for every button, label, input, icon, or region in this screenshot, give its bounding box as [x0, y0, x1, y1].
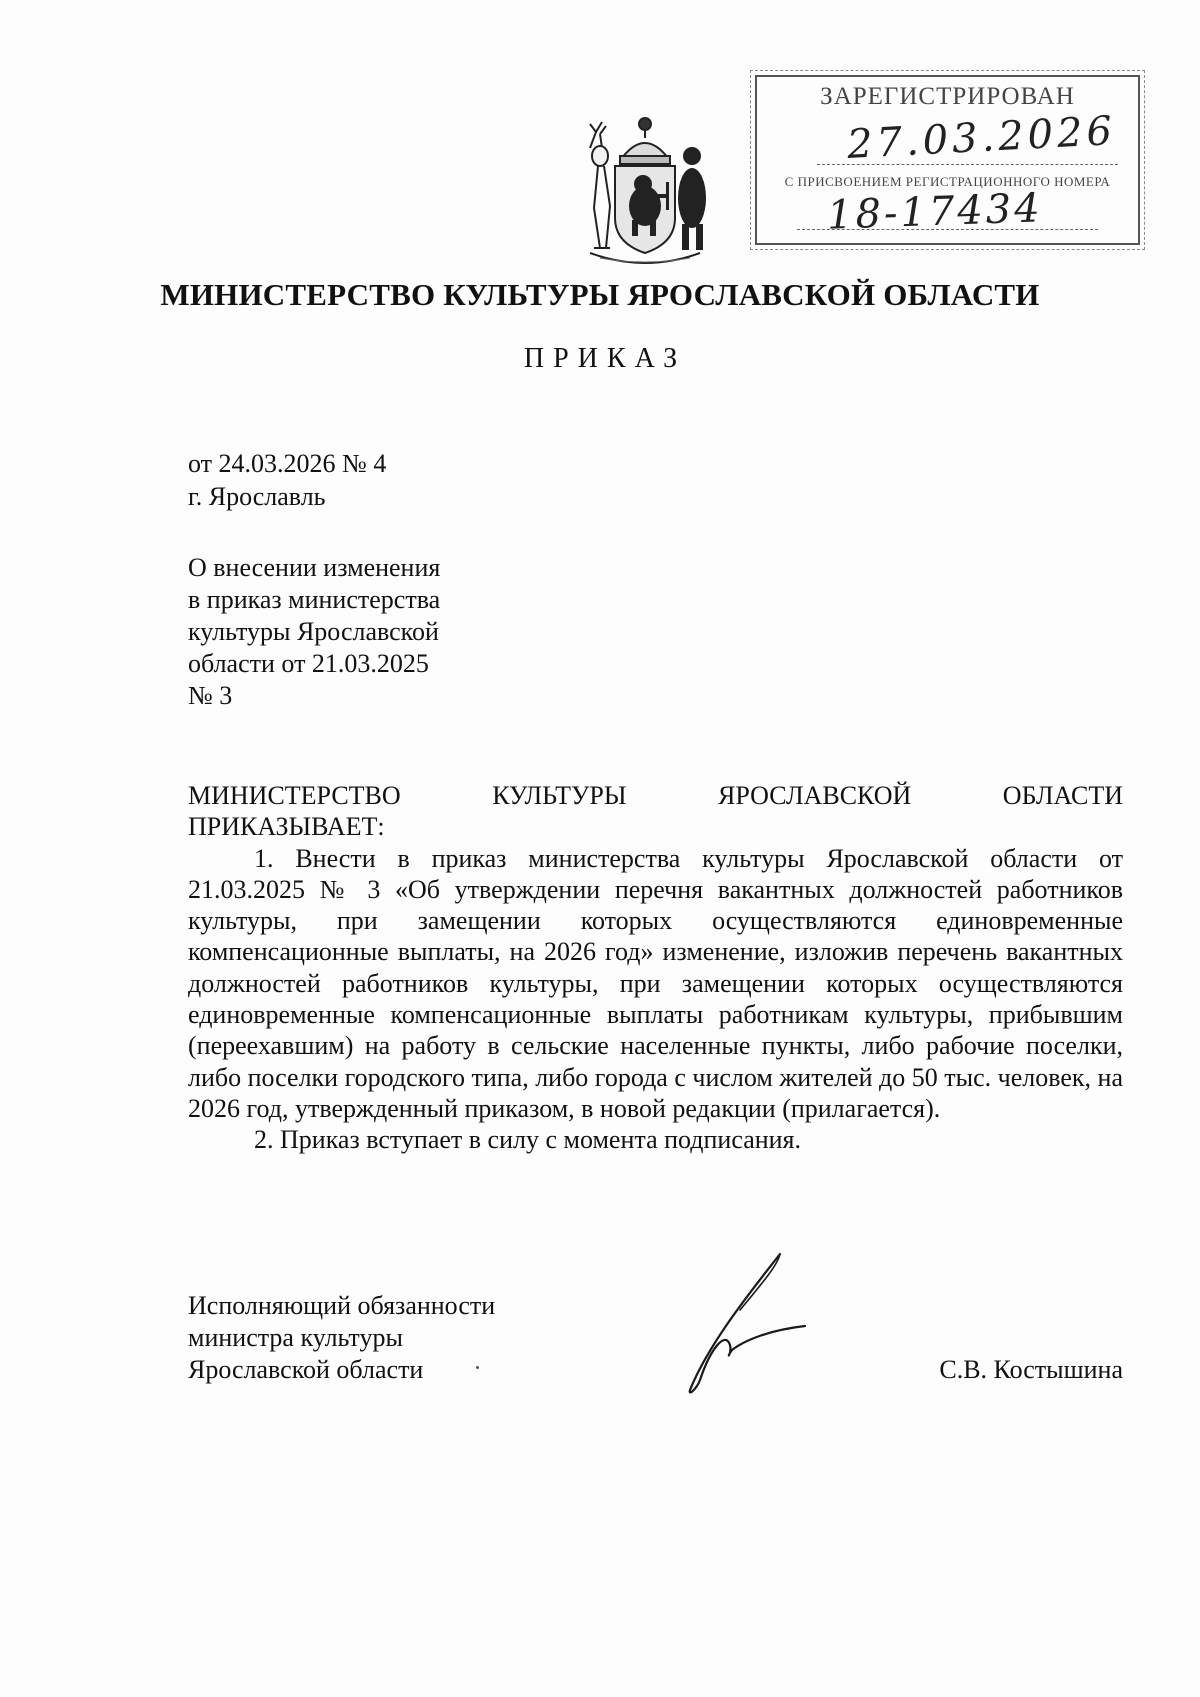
- stamp-caption: С ПРИСВОЕНИЕМ РЕГИСТРАЦИОННОГО НОМЕРА: [784, 174, 1111, 189]
- subject-line: в приказ министерства: [188, 585, 441, 614]
- stamp-underline: [817, 164, 1118, 165]
- registration-stamp: [755, 75, 1140, 245]
- subject-line: № 3: [188, 681, 233, 710]
- stamp-registration-number: 18-17434: [826, 185, 1044, 239]
- handwritten-signature: [670, 1250, 830, 1400]
- signatory-position: [188, 1290, 495, 1386]
- paragraph-2: 2. Приказ вступает в силу с момента подписания.: [254, 1125, 802, 1155]
- document-meta: [188, 447, 386, 513]
- position-line: министра культуры: [188, 1323, 403, 1352]
- coat-of-arms-emblem: [570, 108, 720, 268]
- document-type: ПРИКАЗ: [523, 343, 687, 374]
- signer-name: С.В. Костышина: [939, 1355, 1123, 1384]
- orders-heading-cont: ПРИКАЗЫВАЕТ:: [188, 812, 385, 842]
- document-subject: [188, 552, 488, 712]
- ministry-title: МИНИСТЕРСТВО КУЛЬТУРЫ ЯРОСЛАВСКОЙ ОБЛАСТИ: [160, 277, 1040, 312]
- document-body: [188, 780, 1123, 1156]
- date-and-number: от 24.03.2026 № 4: [188, 449, 387, 478]
- paragraph-1: 1. Внести в приказ министерства культуры Ярославской области от 21.03.2025 № 3 «Об утверждении перечня вакантных должностей работников культуры, при замещении которых осуществляются единовременные компенсационные выплаты, на 2026 год» изменение, изложив перечень вакантных должностей работников культуры, при замещении которых осуществляются единовременные компенсационные выплаты работникам культуры, прибывшим (переехавшим) на работу в сельские населенные пункты, либо рабочие поселки, либо поселки городского типа, либо города с числом жителей до 50 тыс. человек, на 2026 год, утвержденный приказом, в новой редакции (прилагается).: [188, 843, 1123, 1123]
- subject-line: О внесении изменения: [188, 553, 441, 582]
- position-line: Ярославской области: [188, 1355, 424, 1384]
- city: г. Ярославль: [188, 482, 326, 511]
- stamp-date: 27.03.2026: [845, 107, 1118, 169]
- stamp-underline: [797, 229, 1098, 230]
- orders-heading: МИНИСТЕРСТВО КУЛЬТУРЫ ЯРОСЛАВСКОЙ ОБЛАСТИ: [188, 781, 1123, 810]
- subject-line: культуры Ярославской: [188, 617, 439, 646]
- stamp-title: ЗАРЕГИСТРИРОВАН: [820, 83, 1075, 110]
- position-line: Исполняющий обязанности: [188, 1291, 496, 1320]
- ink-dot: [476, 1366, 479, 1369]
- subject-line: области от 21.03.2025: [188, 649, 429, 678]
